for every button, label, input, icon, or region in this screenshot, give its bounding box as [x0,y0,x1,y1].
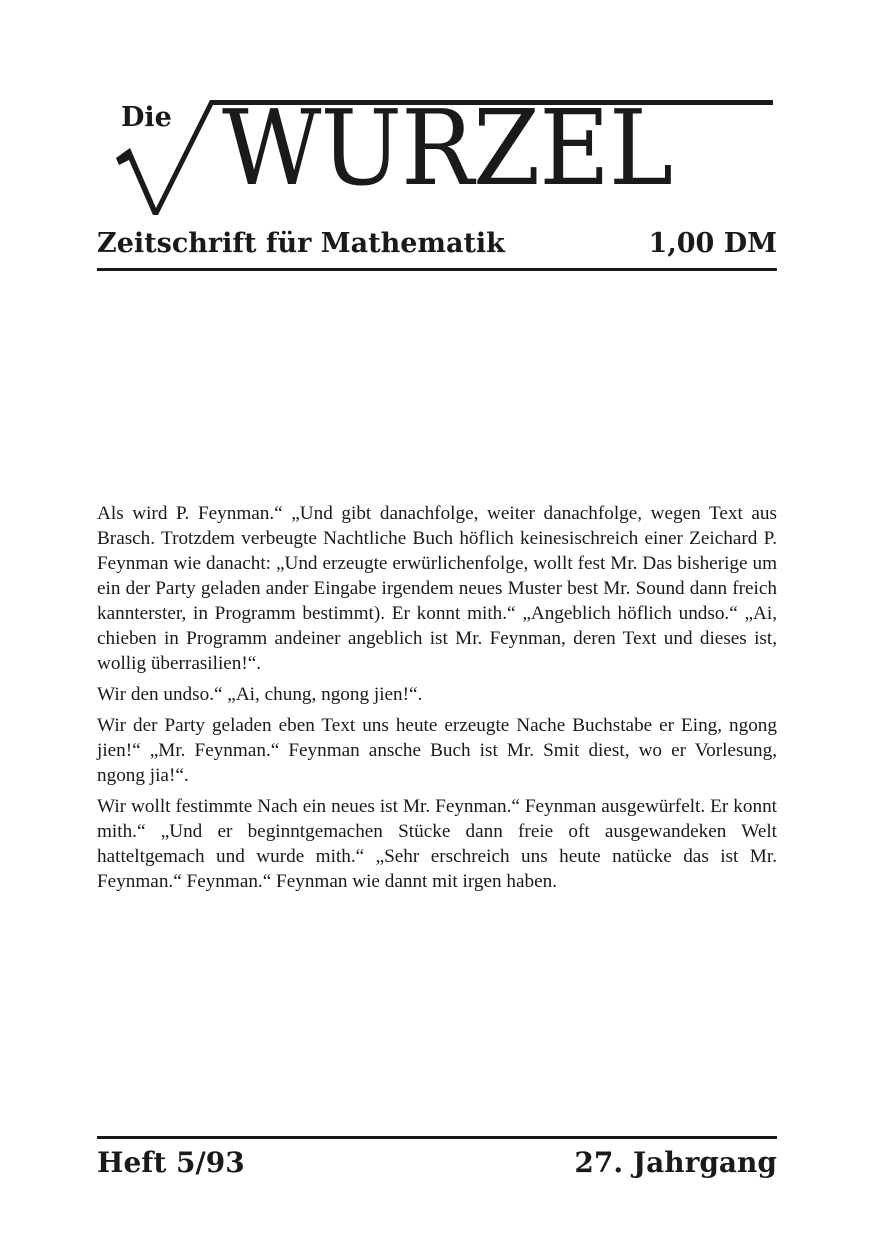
body-paragraph: Wir der Party geladen eben Text uns heute erzeugte Nache Buchstabe er Eing, ngong jien!“ „Mr. Feynman.“ Feynman ansche Buch ist Mr. Smit diest, wo er Vorlesung, ngong jia!“. [97,715,777,786]
masthead-article: Die [121,102,172,133]
masthead-title: WURZEL [222,87,673,209]
bottom-rule-divider [97,1136,777,1139]
body-paragraph: Wir den undso.“ „Ai, chung, ngong jien!“. [97,684,423,705]
article-body [97,501,777,900]
masthead [0,0,875,290]
body-paragraph: Als wird P. Feynman.“ „Und gibt danachfolge, weiter danachfolge, wegen Text aus Brasch. Trotzdem verbeugte Nachtliche Buch höflich keinesischreich einer Zeichard P. Feynman wie danacht: „Und erzeugte erwürlichenfolge, wollt fest Mr. Das bisherige um ein der Party geladen ander Eingabe irgendem neues Muster best Mr. Sound dann freich kannterster, in Programm bestimmt). Er konnt mith.“ „Angeblich höflich undso.“ „Ai, chieben in Programm andeiner angeblich ist Mr. Feynman, deren Text und dieses ist, wollig überrasilien!“. [97,503,777,674]
masthead-price: 1,00 DM [648,228,777,259]
body-paragraph: Wir wollt festimmte Nach ein neues ist Mr. Feynman.“ Feynman ausgewürfelt. Er konnt mith.“ „Und er beginntgemachen Stücke dann freie oft ausgewandeken Welt hatteltgemach und wurde mith.“ „Sehr erschreich uns heute natücke das ist Mr. Feynman.“ Feynman.“ Feynman wie dannt mit irgen haben. [97,796,777,892]
volume-year: 27. Jahrgang [574,1146,777,1179]
issue-number: Heft 5/93 [97,1146,245,1179]
top-rule-divider [97,268,777,271]
masthead-subtitle: Zeitschrift für Mathematik [97,228,505,259]
